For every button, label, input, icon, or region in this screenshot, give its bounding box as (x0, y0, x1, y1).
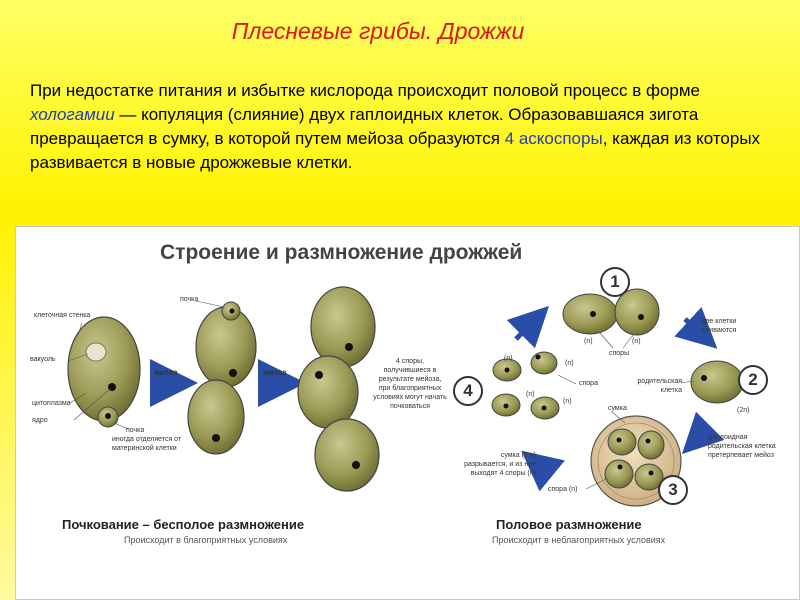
label-n-right: (n) (632, 338, 641, 345)
label-spore-n-1: (n) (504, 355, 513, 362)
label-bud-bottom: почка (126, 427, 145, 434)
label-cytoplasm: цитоплазма (32, 400, 71, 407)
term-hologamy: хологамии (30, 105, 115, 124)
step-number-1: 1 (600, 267, 630, 297)
nucleus-3b (315, 371, 323, 379)
step-number-4: 4 (453, 376, 483, 406)
nucleus-2a (229, 369, 237, 377)
label-bud-note: иногда отделяется от материнской клетки (112, 436, 182, 452)
yeast-cell-3b (298, 356, 358, 428)
yeast-cell-3c (315, 419, 379, 491)
label-vacuole: вакуоль (30, 356, 56, 363)
label-bud-top: почка (180, 296, 199, 303)
sexual-title: Половое размножение (496, 517, 642, 532)
paragraph-part-2: — копуляция (слияние) двух гаплоидных клеток. Образовавшаяся зигота превращается в сумку, в которой путем мейоза образуются (30, 105, 699, 148)
vacuole-1 (86, 343, 106, 361)
nucleus-2b (212, 434, 220, 442)
asexual-title: Почкование – бесполое размножение (62, 517, 305, 532)
nucleus-3c (352, 461, 360, 469)
yeast-cell-3a (311, 287, 375, 367)
cycle-arrow-4 (516, 313, 542, 339)
paragraph-part-1: При недостатке питания и избытке кислорода происходит половой процесс в форме (30, 81, 700, 100)
ascospore-1 (608, 429, 636, 455)
label-spores: споры (609, 350, 630, 357)
label-two-cells: две клетки сливаются (701, 318, 737, 334)
label-mitosis-2: митоз (263, 368, 287, 377)
diploid-cell (691, 361, 743, 403)
yeast-diagram (15, 226, 800, 600)
bud-2-nucleus (230, 309, 235, 314)
label-spore-n: спора (n) (548, 486, 578, 493)
label-spore-n-4: (n) (563, 398, 572, 405)
label-2n: (2n) (737, 407, 750, 414)
term-ascospores: 4 аскоспоры (504, 129, 603, 148)
label-spore: спора (579, 380, 598, 387)
label-spore-n-2: (n) (565, 360, 574, 367)
label-spore-n-3: (n) (526, 391, 535, 398)
label-n-left: (n) (584, 338, 593, 345)
free-spore-2 (531, 352, 557, 374)
step-number-2: 2 (738, 365, 768, 395)
label-cell-wall: клеточная стенка (34, 312, 91, 319)
slide-title: Плесневые грибы. Дрожжи (231, 18, 525, 44)
bud-1-nucleus (105, 413, 111, 419)
fusing-cell-right (615, 289, 659, 335)
label-mitosis-1: митоз (154, 368, 178, 377)
intro-paragraph (30, 79, 770, 175)
cycle-arrow-2 (689, 426, 710, 447)
paragraph-part-3: , каждая из которых развивается в новые дрожжевые клетки. (30, 129, 761, 172)
ascospore-2 (638, 431, 664, 459)
label-parent-cell: родительская клетка (637, 378, 682, 394)
ascospore-3 (605, 460, 633, 488)
nucleus-3a (345, 343, 353, 351)
label-nucleus: ядро (32, 417, 48, 424)
asexual-subtitle: Происходит в благоприятных условиях (124, 535, 288, 545)
sexual-subtitle: Происходит в неблагоприятных условиях (492, 535, 666, 545)
label-ascus-note: сумка (2 n) разрывается, и из нее выходят 4 споры (n) (464, 452, 536, 477)
step-number-3: 3 (658, 475, 688, 505)
label-spores-note: 4 споры, получившиеся в результате мейоза, при благоприятных условиях могут начать почковаться (373, 358, 447, 410)
figure-title: Строение и размножение дрожжей (160, 241, 523, 264)
label-diploid-note: диплоидная родительская клетка претерпевает мейоз (708, 434, 776, 459)
label-ascus: сумка (608, 405, 627, 412)
